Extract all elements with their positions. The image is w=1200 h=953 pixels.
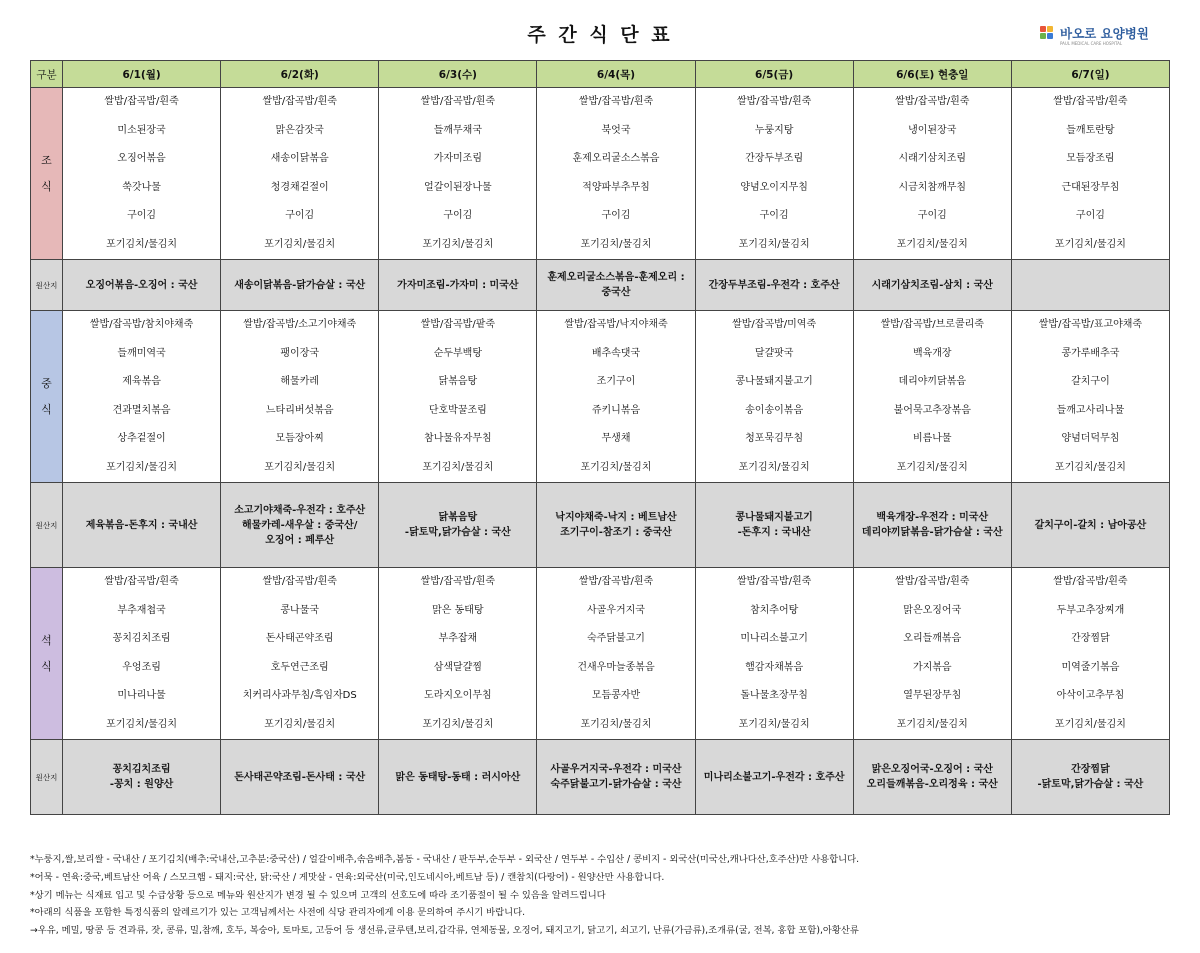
dish-item: 포기김치/물김치: [580, 718, 652, 730]
origin-line: 오리들깨볶음-오리정육 : 국산: [866, 779, 998, 790]
origin-line: -꽁치 : 원양산: [109, 779, 174, 790]
origin-cell: [379, 260, 537, 311]
dish-item: 콩가루배추국: [1061, 347, 1120, 359]
dish-item: 미역줄기볶음: [1061, 661, 1120, 673]
dish-item: 구이김: [759, 210, 789, 221]
dish-item: 간장찜닭: [1071, 633, 1110, 644]
dish-item: 포기김치/물김치: [896, 718, 968, 730]
dish-item: 꽁치김치조림: [112, 633, 171, 644]
dish-item: 쌀밥/잡곡밥/흰죽: [104, 576, 179, 587]
meal-row: [31, 88, 1170, 260]
dish-item: 쑥갓나물: [122, 181, 161, 193]
dish-item: 포기김치/물김치: [106, 718, 178, 730]
note-line: *상기 메뉴는 식재료 입고 및 수급상황 등으로 메뉴와 원산지가 변경 될 수 있으며 고객의 선호도에 따라 조기품절이 될 수 있음을 알려드립니다: [30, 889, 606, 901]
dish-item: 포기김치/물김치: [896, 461, 968, 473]
menu-cell: [1011, 568, 1169, 740]
dish-item: 포기김치/물김치: [1054, 238, 1126, 250]
dish-item: 비름나물: [912, 433, 952, 444]
dish-item: 팽이장국: [280, 347, 320, 359]
weekly-menu-table: [30, 60, 1170, 815]
menu-cell: [379, 88, 537, 260]
origin-label: 원산지: [31, 483, 63, 568]
origin-line: 중국산: [601, 287, 631, 298]
meal-name: [31, 88, 63, 260]
header-day: 6/1(월): [63, 61, 221, 88]
dish-item: 포기김치/물김치: [738, 718, 810, 730]
meal-name-char: 석: [41, 633, 52, 647]
origin-line: 숙주닭불고기-닭가슴살 : 국산: [550, 779, 682, 790]
dish-item: 가자미조림: [433, 153, 482, 164]
meal-name-char: 중: [41, 376, 52, 390]
dish-item: 단호박꿀조림: [428, 404, 487, 416]
header-day: 6/7(일): [1011, 61, 1169, 88]
origin-line: 갈치구이-갈치 : 남아공산: [1034, 519, 1147, 531]
dish-item: 갈치구이: [1071, 376, 1110, 387]
origin-cell: [379, 740, 537, 815]
meal-row: [31, 568, 1170, 740]
origin-line: 조기구이-참조기 : 중국산: [560, 527, 672, 538]
note-line: *누룽지,쌀,보리쌀 - 국내산 / 포기김치(배추:국내산,고추분:중국산) / 얼갈이배추,솎음배추,봄동 - 국내산 / 판두부,순두부 - 외국산 / 연두부 - 수입산 / 콩비지 - 외국산(미국산,캐나다산,호주산)만 사용합니다.: [30, 854, 860, 865]
dish-item: 콩나물돼지불고기: [735, 376, 813, 387]
logo-mark-icon: [1040, 26, 1056, 40]
dish-item: 구이김: [1075, 210, 1105, 221]
origin-line: -닭토막,닭가슴살 : 국산: [404, 527, 511, 538]
origin-cell: [1011, 260, 1169, 311]
origin-cell: [695, 740, 853, 815]
origin-label: 원산지: [31, 740, 63, 815]
dish-item: 포기김치/물김치: [896, 238, 968, 250]
origin-cell: [695, 483, 853, 568]
dish-item: 백육개장: [912, 347, 952, 359]
meal-name-char: 식: [41, 179, 52, 193]
origin-cell: [537, 740, 695, 815]
dish-item: 햄감자채볶음: [745, 661, 804, 673]
dish-item: 포기김치/물김치: [422, 718, 494, 730]
origin-row: [31, 260, 1170, 311]
meal-name: [31, 311, 63, 483]
dish-item: 포기김치/물김치: [422, 461, 494, 473]
menu-cell: [695, 568, 853, 740]
dish-item: 우엉조림: [122, 661, 161, 673]
dish-item: 양념오이지무침: [740, 181, 808, 193]
dish-item: 포기김치/물김치: [422, 238, 494, 250]
dish-item: 구이김: [443, 210, 473, 221]
origin-cell: [379, 483, 537, 568]
dish-item: 시래기삼치조림: [898, 153, 967, 164]
meal-row: [31, 311, 1170, 483]
dish-item: 두부고추장찌개: [1056, 604, 1125, 616]
dish-item: 쌀밥/잡곡밥/낙지야채죽: [564, 319, 668, 330]
dish-item: 쌀밥/잡곡밥/흰죽: [1053, 96, 1128, 107]
dish-item: 쌀밥/잡곡밥/흰죽: [578, 576, 654, 587]
header-day: 6/2(화): [221, 61, 379, 88]
dish-item: 호두연근조림: [270, 661, 329, 673]
dish-item: 쌀밥/잡곡밥/흰죽: [736, 96, 812, 107]
dish-item: 청포묵김무침: [745, 433, 804, 444]
dish-item: 쌀밥/잡곡밥/흰죽: [420, 96, 496, 107]
menu-cell: [379, 311, 537, 483]
dish-item: 닭볶음탕: [438, 376, 478, 387]
dish-item: 간장두부조림: [745, 153, 804, 164]
dish-item: 적양파부추무침: [582, 181, 650, 193]
dish-item: 숙주닭불고기: [587, 633, 645, 644]
dish-item: 삼색달걀찜: [433, 661, 482, 673]
origin-row: [31, 740, 1170, 815]
menu-cell: [695, 311, 853, 483]
dish-item: 누룽지탕: [754, 124, 794, 136]
origin-line: 데리야끼닭볶음-닭가슴살 : 국산: [861, 527, 1003, 538]
menu-cell: [853, 311, 1011, 483]
origin-cell: [63, 740, 221, 815]
menu-cell: [221, 88, 379, 260]
dish-item: 송이송이볶음: [745, 404, 804, 416]
origin-line: -닭토막,닭가슴살 : 국산: [1037, 779, 1144, 790]
origin-cell: [853, 260, 1011, 311]
dish-item: 돈사태곤약조림: [265, 633, 334, 644]
origin-line: 시래기삼치조림-삼치 : 국산: [871, 279, 993, 291]
dish-item: 포기김치/물김치: [580, 238, 652, 250]
origin-line: 가자미조림-가자미 : 미국산: [397, 279, 519, 291]
dish-item: 쌀밥/잡곡밥/표고야채죽: [1038, 319, 1143, 330]
menu-cell: [63, 88, 221, 260]
dish-item: 들깨고사리나물: [1056, 404, 1125, 416]
page-title: 주 간 식 단 표: [527, 24, 673, 46]
menu-cell: [63, 568, 221, 740]
origin-line: 해물카레-새우살 : 중국산/: [242, 519, 358, 531]
dish-item: 포기김치/물김치: [738, 238, 810, 250]
dish-item: 순두부백탕: [433, 347, 482, 359]
dish-item: 쌀밥/잡곡밥/흰죽: [104, 96, 179, 107]
dish-item: 오리들깨볶음: [903, 633, 962, 644]
origin-cell: [63, 483, 221, 568]
dish-item: 배추속댓국: [591, 347, 641, 359]
dish-item: 구이김: [601, 210, 631, 221]
origin-cell: [853, 740, 1011, 815]
origin-line: 사골우거지국-우전각 : 미국산: [550, 764, 682, 775]
menu-cell: [63, 311, 221, 483]
dish-item: 참나물유자무침: [424, 433, 492, 444]
dish-item: 사골우거지국: [587, 604, 645, 616]
dish-item: 포기김치/물김치: [580, 461, 652, 473]
dish-item: 모듬장조림: [1066, 153, 1115, 164]
origin-cell: [221, 483, 379, 568]
origin-line: 소고기야채죽-우전각 : 호주산: [234, 504, 366, 516]
menu-cell: [1011, 88, 1169, 260]
dish-item: 쌀밥/잡곡밥/흰죽: [578, 96, 654, 107]
origin-cell: [221, 740, 379, 815]
menu-cell: [695, 88, 853, 260]
dish-item: 데리야끼닭볶음: [898, 376, 967, 387]
dish-item: 제육볶음: [122, 376, 161, 387]
dish-item: 쌀밥/잡곡밥/흰죽: [895, 96, 970, 107]
dish-item: 부추재첩국: [117, 604, 166, 616]
dish-item: 쌀밥/잡곡밥/흰죽: [736, 576, 812, 587]
origin-row: [31, 483, 1170, 568]
dish-item: 들깨토란탕: [1066, 124, 1115, 136]
dish-item: 달걀팟국: [754, 347, 794, 359]
meal-name-char: 식: [41, 659, 52, 673]
menu-cell: [853, 88, 1011, 260]
dish-item: 포기김치/물김치: [106, 238, 178, 250]
dish-item: 포기김치/물김치: [264, 461, 336, 473]
dish-item: 포기김치/물김치: [264, 238, 336, 250]
dish-item: 냉이된장국: [908, 124, 957, 136]
dish-item: 쌀밥/잡곡밥/흰죽: [1053, 576, 1128, 587]
meal-name-char: 식: [41, 402, 52, 416]
logo-name: 바오로 요양병원: [1060, 26, 1149, 41]
dish-item: 포기김치/물김치: [738, 461, 810, 473]
menu-cell: [537, 88, 695, 260]
menu-cell: [537, 568, 695, 740]
menu-cell: [537, 311, 695, 483]
origin-line: 닭볶음탕: [438, 512, 478, 523]
dish-item: 해물카레: [280, 376, 320, 387]
origin-cell: [853, 483, 1011, 568]
dish-item: 구이김: [127, 210, 157, 221]
header-day: 6/6(토) 현충일: [853, 61, 1011, 88]
dish-item: 불어묵고추장볶음: [893, 404, 971, 416]
dish-item: 치커리사과무침/흑임자DS: [242, 690, 357, 701]
dish-item: 시금치참깨무침: [898, 181, 967, 193]
origin-cell: [537, 260, 695, 311]
menu-cell: [853, 568, 1011, 740]
dish-item: 미나리소불고기: [740, 633, 808, 644]
notes: [30, 851, 1180, 940]
origin-cell: [1011, 483, 1169, 568]
menu-cell: [379, 568, 537, 740]
dish-item: 맑은 동태탕: [432, 604, 484, 616]
dish-item: 모듬장아찌: [275, 433, 324, 444]
dish-item: 느타리버섯볶음: [265, 404, 334, 416]
header-gubun: 구분: [31, 61, 63, 88]
dish-item: 콩나물국: [280, 604, 320, 616]
origin-line: 제육볶음-돈후지 : 국내산: [85, 519, 198, 531]
dish-item: 쌀밥/잡곡밥/미역죽: [732, 319, 817, 330]
dish-item: 포기김치/물김치: [1054, 718, 1126, 730]
dish-item: 무생채: [601, 433, 631, 444]
dish-item: 쥬키니볶음: [591, 404, 641, 416]
header-day: 6/5(금): [695, 61, 853, 88]
origin-line: 맑은 동태탕-동태 : 러시아산: [395, 771, 521, 783]
dish-item: 조기구이: [596, 376, 636, 387]
origin-line: 간장두부조림-우전각 : 호주산: [708, 279, 840, 291]
origin-line: 돈사태곤약조림-돈사태 : 국산: [234, 771, 366, 783]
dish-item: 견과멸치볶음: [112, 404, 171, 416]
menu-cell: [1011, 311, 1169, 483]
hospital-logo: [1040, 24, 1149, 46]
meal-name-char: 조: [41, 153, 52, 167]
menu-cell: [221, 311, 379, 483]
dish-item: 미나리나물: [117, 690, 166, 701]
dish-item: 쌀밥/잡곡밥/흰죽: [262, 576, 337, 587]
dish-item: 열무된장무침: [903, 690, 962, 701]
dish-item: 구이김: [285, 210, 315, 221]
dish-item: 새송이닭볶음: [270, 153, 329, 164]
dish-item: 포기김치/물김치: [1054, 461, 1126, 473]
origin-line: 오징어 : 페루산: [265, 534, 335, 546]
origin-cell: [695, 260, 853, 311]
origin-line: 콩나물돼지불고기: [735, 512, 813, 523]
dish-item: 부추잡채: [438, 633, 478, 644]
dish-item: 들깨미역국: [117, 347, 166, 359]
dish-item: 건새우마늘종볶음: [577, 661, 655, 673]
header-day: 6/3(수): [379, 61, 537, 88]
dish-item: 양념더덕무침: [1061, 433, 1120, 444]
origin-line: 간장찜닭: [1071, 764, 1110, 775]
dish-item: 들깨무채국: [433, 124, 482, 136]
dish-item: 쌀밥/잡곡밥/팥죽: [420, 319, 496, 330]
dish-item: 돌나물초장무침: [740, 690, 808, 701]
dish-item: 쌀밥/잡곡밥/소고기야채죽: [243, 319, 357, 330]
header-row: [31, 61, 1170, 88]
origin-line: 훈제오리굴소스볶음-훈제오리 :: [547, 272, 685, 283]
meal-name: [31, 568, 63, 740]
dish-item: 근대된장무침: [1061, 181, 1120, 193]
dish-item: 북엇국: [601, 124, 631, 136]
origin-cell: [1011, 740, 1169, 815]
dish-item: 오징어볶음: [117, 153, 166, 164]
origin-line: 맑은오징어국-오징어 : 국산: [871, 764, 993, 775]
dish-item: 얼갈이된장나물: [424, 181, 492, 193]
dish-item: 쌀밥/잡곡밥/흰죽: [420, 576, 496, 587]
menu-cell: [221, 568, 379, 740]
dish-item: 포기김치/물김치: [264, 718, 336, 730]
origin-line: 새송이닭볶음-닭가슴살 : 국산: [234, 279, 366, 291]
dish-item: 훈제오리굴소스볶음: [572, 153, 660, 164]
origin-cell: [537, 483, 695, 568]
dish-item: 쌀밥/잡곡밥/브로콜리죽: [880, 319, 984, 330]
dish-item: 참치추어탕: [749, 604, 799, 616]
origin-line: 오징어볶음-오징어 : 국산: [85, 279, 198, 291]
dish-item: 상추겉절이: [117, 433, 166, 444]
origin-cell: [63, 260, 221, 311]
dish-item: 가지볶음: [912, 661, 952, 673]
dish-item: 구이김: [917, 210, 947, 221]
dish-item: 청경채겉절이: [270, 181, 329, 193]
origin-line: 낙지야채죽-낙지 : 베트남산: [555, 512, 677, 523]
dish-item: 맑은감잣국: [275, 124, 324, 136]
origin-line: 백육개장-우전각 : 미국산: [876, 512, 989, 523]
note-line: →우유, 메밀, 땅콩 등 견과류, 잣, 콩류, 밀,참깨, 호두, 복숭아, 토마토, 고등어 등 생선류,글루텐,보리,갑각류, 연체동물, 오징어, 돼지고기, 닭고기, 쇠고기, 난류(가금류),조개류(굴, 전복, 홍합 포함),아황산류: [30, 925, 859, 937]
dish-item: 미소된장국: [117, 124, 166, 136]
origin-cell: [221, 260, 379, 311]
dish-item: 아삭이고추무침: [1056, 690, 1125, 701]
note-line: *어묵 - 연육:중국,베트남산 어육 / 스모크햄 - 돼지:국산, 닭:국산 / 게맛살 - 연육:외국산(미국,인도네시아,베트남 등) / 캔참치(다랑어) - 원양산만 사용합니다.: [30, 871, 665, 883]
note-line: *아래의 식품을 포함한 특정식품의 알레르기가 있는 고객님께서는 사전에 식당 관리자에게 이용 문의하여 주시기 바랍니다.: [30, 907, 526, 919]
dish-item: 도라지오이무침: [424, 690, 492, 701]
dish-item: 모듬콩자반: [591, 690, 641, 701]
origin-label: 원산지: [31, 260, 63, 311]
logo-subtitle: PAUL MEDICAL CARE HOSPITAL: [1060, 41, 1123, 46]
dish-item: 쌀밥/잡곡밥/흰죽: [262, 96, 337, 107]
origin-line: 미나리소불고기-우전각 : 호주산: [703, 771, 845, 783]
dish-item: 쌀밥/잡곡밥/흰죽: [895, 576, 970, 587]
dish-item: 맑은오징어국: [903, 604, 962, 616]
header-day: 6/4(목): [537, 61, 695, 88]
dish-item: 쌀밥/잡곡밥/참치야채죽: [89, 319, 194, 330]
origin-line: 꽁치김치조림: [112, 764, 171, 775]
dish-item: 포기김치/물김치: [106, 461, 178, 473]
origin-line: -돈후지 : 국내산: [737, 527, 811, 538]
